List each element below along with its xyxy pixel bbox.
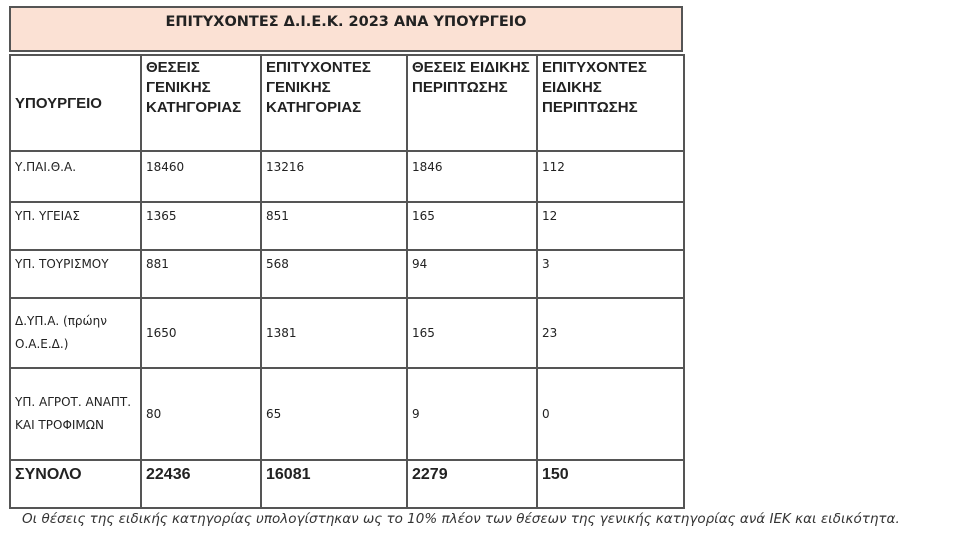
cell-special-successful: 23 xyxy=(537,298,684,368)
cell-special-successful: 3 xyxy=(537,250,684,298)
cell-ministry: Υ.ΠΑΙ.Θ.Α. xyxy=(10,151,141,202)
cell-ministry: ΥΠ. ΥΓΕΙΑΣ xyxy=(10,202,141,250)
table-row xyxy=(10,151,684,202)
header-special-successful: ΕΠΙΤΥΧΟΝΤΕΣ ΕΙΔΙΚΗΣ ΠΕΡΙΠΤΩΣΗΣ xyxy=(537,55,684,151)
table-row xyxy=(10,202,684,250)
cell-general-positions: 1650 xyxy=(141,298,261,368)
results-table-container xyxy=(9,6,683,509)
header-special-positions: ΘΕΣΕΙΣ ΕΙΔΙΚΗΣ ΠΕΡΙΠΤΩΣΗΣ xyxy=(407,55,537,151)
cell-special-successful: 0 xyxy=(537,368,684,460)
table-row xyxy=(10,250,684,298)
table-row xyxy=(10,298,684,368)
cell-general-positions: 881 xyxy=(141,250,261,298)
cell-special-positions: 1846 xyxy=(407,151,537,202)
cell-ministry: ΥΠ. ΑΓΡΟΤ. ΑΝΑΠΤ. ΚΑΙ ΤΡΟΦΙΜΩΝ xyxy=(10,368,141,460)
header-general-positions: ΘΕΣΕΙΣ ΓΕΝΙΚΗΣ ΚΑΤΗΓΟΡΙΑΣ xyxy=(141,55,261,151)
cell-general-successful: 65 xyxy=(261,368,407,460)
cell-special-positions: 9 xyxy=(407,368,537,460)
total-special-positions: 2279 xyxy=(407,460,537,508)
cell-general-positions: 80 xyxy=(141,368,261,460)
cell-special-positions: 165 xyxy=(407,298,537,368)
table-header-row xyxy=(10,55,684,151)
table-row xyxy=(10,368,684,460)
results-table xyxy=(9,54,685,509)
table-title: ΕΠΙΤΥΧΟΝΤΕΣ Δ.Ι.Ε.Κ. 2023 ΑΝΑ ΥΠΟΥΡΓΕΙΟ xyxy=(9,6,683,52)
cell-special-positions: 165 xyxy=(407,202,537,250)
total-general-successful: 16081 xyxy=(261,460,407,508)
cell-ministry: ΥΠ. ΤΟΥΡΙΣΜΟΥ xyxy=(10,250,141,298)
cell-general-successful: 568 xyxy=(261,250,407,298)
header-ministry: ΥΠΟΥΡΓΕΙΟ xyxy=(10,55,141,151)
cell-general-successful: 851 xyxy=(261,202,407,250)
cell-general-successful: 1381 xyxy=(261,298,407,368)
total-label: ΣΥΝΟΛΟ xyxy=(10,460,141,508)
cell-general-positions: 1365 xyxy=(141,202,261,250)
footnote: Οι θέσεις της ειδικής κατηγορίας υπολογίστηκαν ως το 10% πλέον των θέσεων της γενικής κατηγορίας ανά ΙΕΚ και ειδικότητα. xyxy=(22,511,900,527)
cell-special-positions: 94 xyxy=(407,250,537,298)
total-general-positions: 22436 xyxy=(141,460,261,508)
cell-general-successful: 13216 xyxy=(261,151,407,202)
cell-ministry: Δ.ΥΠ.Α. (πρώην Ο.Α.Ε.Δ.) xyxy=(10,298,141,368)
total-special-successful: 150 xyxy=(537,460,684,508)
header-general-successful: ΕΠΙΤΥΧΟΝΤΕΣ ΓΕΝΙΚΗΣ ΚΑΤΗΓΟΡΙΑΣ xyxy=(261,55,407,151)
cell-special-successful: 12 xyxy=(537,202,684,250)
cell-special-successful: 112 xyxy=(537,151,684,202)
total-row xyxy=(10,460,684,508)
cell-general-positions: 18460 xyxy=(141,151,261,202)
